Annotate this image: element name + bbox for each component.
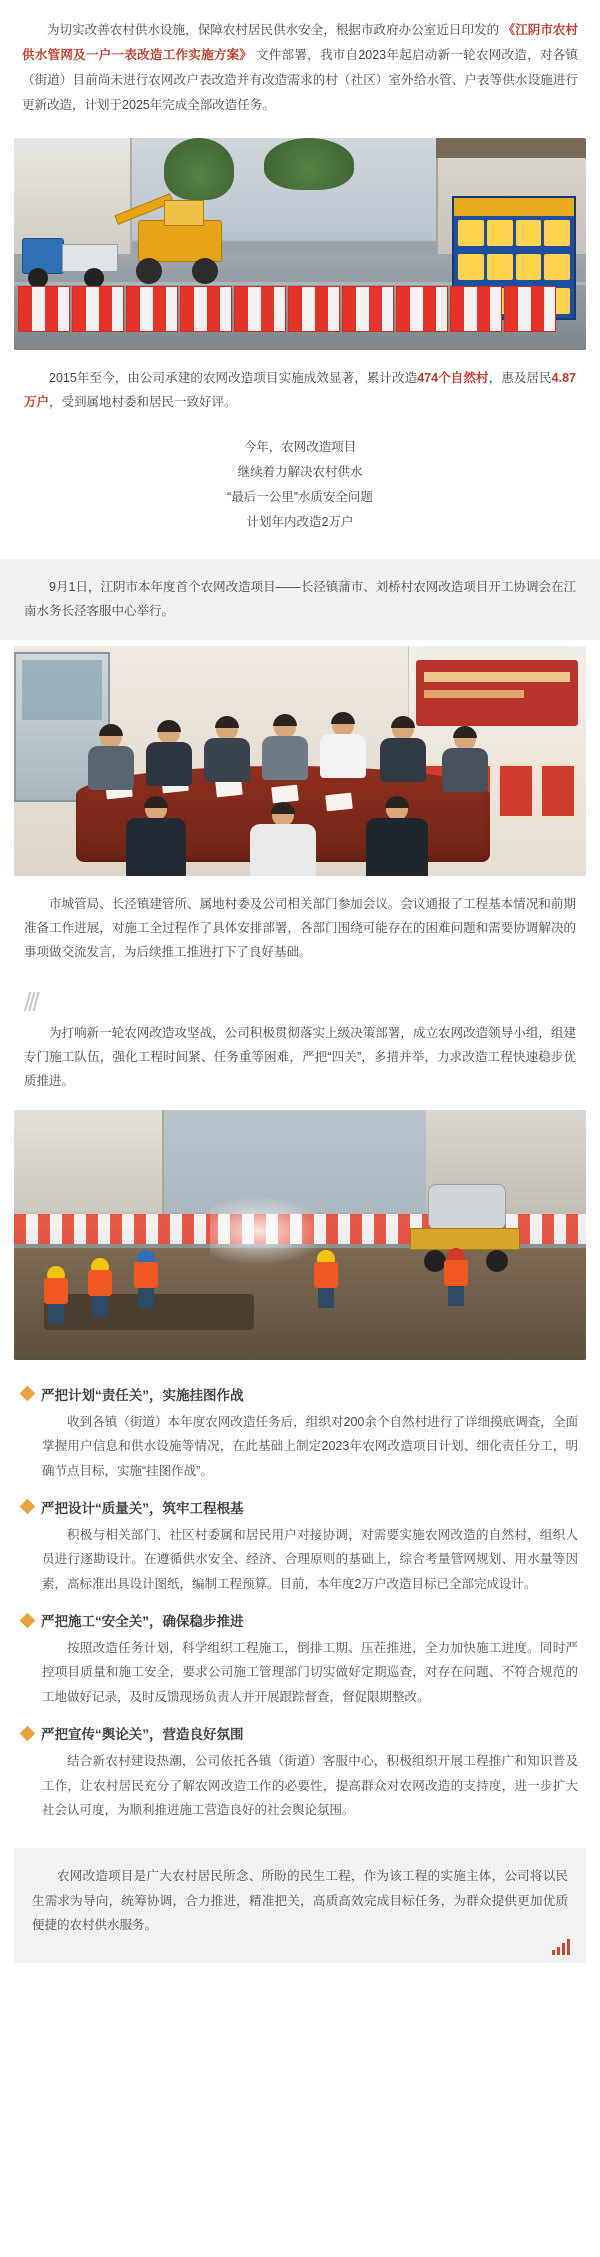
policy-document-title: 《江阴市农村供水管网及一户一表改造工作实施方案》 (22, 23, 578, 62)
section-body-2: 积极与相关部门、社区村委属和居民用户对接协调，对需要实施农网改造的自然村，组织人员进行逐勘设计。在遵循供水安全、经济、合理原则的基础上，综合考量管网规划、用水量等因素，高标准出具设计图纸，编制工程预算。目前，本年度2万户改造目标已全部完成设计。 (42, 1527, 578, 1591)
worker-digging (88, 1258, 112, 1316)
meeting-attendee (88, 724, 134, 790)
section-heading-3 (22, 1610, 578, 1630)
year-plan-block (0, 421, 600, 545)
section-title-2: 严把设计“质量关”，筑牢工程根基 (41, 1500, 244, 1516)
section-heading-2 (22, 1497, 578, 1517)
road-barrier (14, 286, 586, 332)
photo-2-caption: 市城管局、长泾镇建管所、属地村委及公司相关部门参加会议。会议通报了工程基本情况和前期准备工作进展，对施工全过程作了具体安排部署，各部门围绕可能存在的困难问题和需要协调解决的事项做交流发言，为后续推工推进打下了良好基础。 (24, 896, 576, 960)
worker-supervising (134, 1250, 158, 1308)
excavator (118, 198, 244, 284)
worker-compacting (44, 1266, 68, 1324)
wall-banner (416, 660, 578, 726)
meeting-attendee (380, 716, 426, 782)
meeting-attendee (442, 726, 488, 792)
diamond-bullet-icon (20, 1612, 36, 1628)
highlight-household-count: 4.87万户 (24, 371, 576, 410)
plan-line-3: “最后一公里”水质安全问题 (227, 489, 373, 504)
meeting-attendee (320, 712, 366, 778)
tree-canopy-icon (264, 138, 354, 190)
caption-text-2: ，惠及居民 (488, 371, 552, 385)
highlight-village-count: 474个自然村 (417, 371, 489, 385)
diamond-bullet-icon (20, 1386, 36, 1402)
section-title-1: 严把计划“责任关”，实施挂图作战 (41, 1387, 244, 1403)
blue-truck (22, 230, 118, 288)
intro-paragraph (0, 0, 600, 132)
tree-canopy-icon (164, 138, 234, 200)
meeting-attendee-back (250, 802, 316, 876)
meeting-attendee (146, 720, 192, 786)
caption-text-1: 2015年至今，由公司承建的农网改造项目实施成效显著，累计改造 (49, 371, 418, 385)
street-construction-photo (14, 138, 586, 350)
photo-1-caption (0, 356, 600, 421)
diamond-bullet-icon (20, 1499, 36, 1515)
site-building-left (14, 1110, 164, 1230)
kickoff-meeting-note: 9月1日，江阴市本年度首个农网改造项目——长泾镇蒲市、刘桥村农网改造项目开工协调会在江南水务长泾客服中心举行。 (0, 559, 600, 640)
plan-line-2: 继续着力解决农村供水 (237, 464, 363, 479)
worker-on-site (314, 1250, 338, 1308)
section-body-3: 按照改造任务计划，科学组织工程施工，倒排工期、压茬推进，全力加快施工进度。同时严控项目质量和施工安全，要求公司施工管理部门切实做好定期巡查，对存在问题、不符合规范的工地做好记录，及时反馈现场负责人并开展跟踪督查，督促限期整改。 (42, 1641, 578, 1704)
worker-foreground (444, 1248, 474, 1320)
meeting-attendee (204, 716, 250, 782)
section-title-4: 严把宣传“舆论关”，营造良好氛围 (41, 1727, 244, 1743)
campaign-paragraph: 为打响新一轮农网改造攻坚战，公司积极贯彻落实上级决策部署，成立农网改造领导小组，组建专门施工队伍，强化工程时间紧、任务重等困难，严把“四关”，多措并举，力求改造工程快速稳步优质推进。 (24, 1025, 576, 1089)
dust-cloud (210, 1196, 330, 1266)
coordination-meeting-photo (14, 646, 586, 876)
plan-line-4: 计划年内改造2万户 (246, 514, 354, 529)
decorative-quote-icon: /// (24, 986, 37, 1017)
building-roof (436, 138, 586, 158)
section-heading-1 (22, 1384, 578, 1404)
section-title-3: 严把施工“安全关”，确保稳步推进 (41, 1614, 244, 1629)
section-heading-4 (22, 1723, 578, 1743)
section-body-1: 收到各镇（街道）本年度农网改造任务后，组织对200余个自然村进行了详细摸底调查，全面掌握用户信息和供水设施等情况，在此基础上制定2023年农网改造项目计划、细化责任分工，明确节点目标，实施“挂图作战”。 (42, 1414, 578, 1478)
meeting-attendee-back (366, 796, 428, 876)
footer-summary (14, 1848, 586, 1963)
measures-section (0, 1366, 600, 1829)
intro-text-after: 文件部署，我市自2023年起启动新一轮农网改造，对各镇（街道）目前尚未进行农网改户表改造并有改造需求的村（社区）室外给水管、户表等供水设施进行更新改造，计划于2025年完成全部改造任务。 (22, 48, 578, 112)
footer-text: 农网改造项目是广大农村居民所念、所盼的民生工程，作为该工程的实施主体，公司将以民生需求为导向，统筹协调，合力推进，精准把关，高质高效完成目标任务，为群众提供更加优质便捷的农村供水服务。 (32, 1869, 568, 1932)
section-body-4: 结合新农村建设热潮，公司依托各镇（街道）客服中心，积极组织开展工程推广和知识普及工作，让农村居民充分了解农网改造工作的必要性，提高群众对农网改造的支持度，进一步扩大社会认可度，为顺利推进施工营造良好的社会舆论氛围。 (42, 1754, 578, 1817)
diamond-bullet-icon (20, 1725, 36, 1741)
pipe-laying-worksite-photo (14, 1110, 586, 1360)
plan-line-1: 今年，农网改造项目 (243, 439, 357, 454)
meeting-attendee (262, 714, 308, 780)
signal-bars-icon (552, 1939, 570, 1955)
meeting-attendee-back (126, 796, 186, 876)
caption-text-3: ，受到属地村委和居民一致好评。 (49, 395, 237, 410)
intro-text-before: 为切实改善农村供水设施，保障农村居民供水安全，根据市政府办公室近日印发的 (47, 23, 500, 37)
